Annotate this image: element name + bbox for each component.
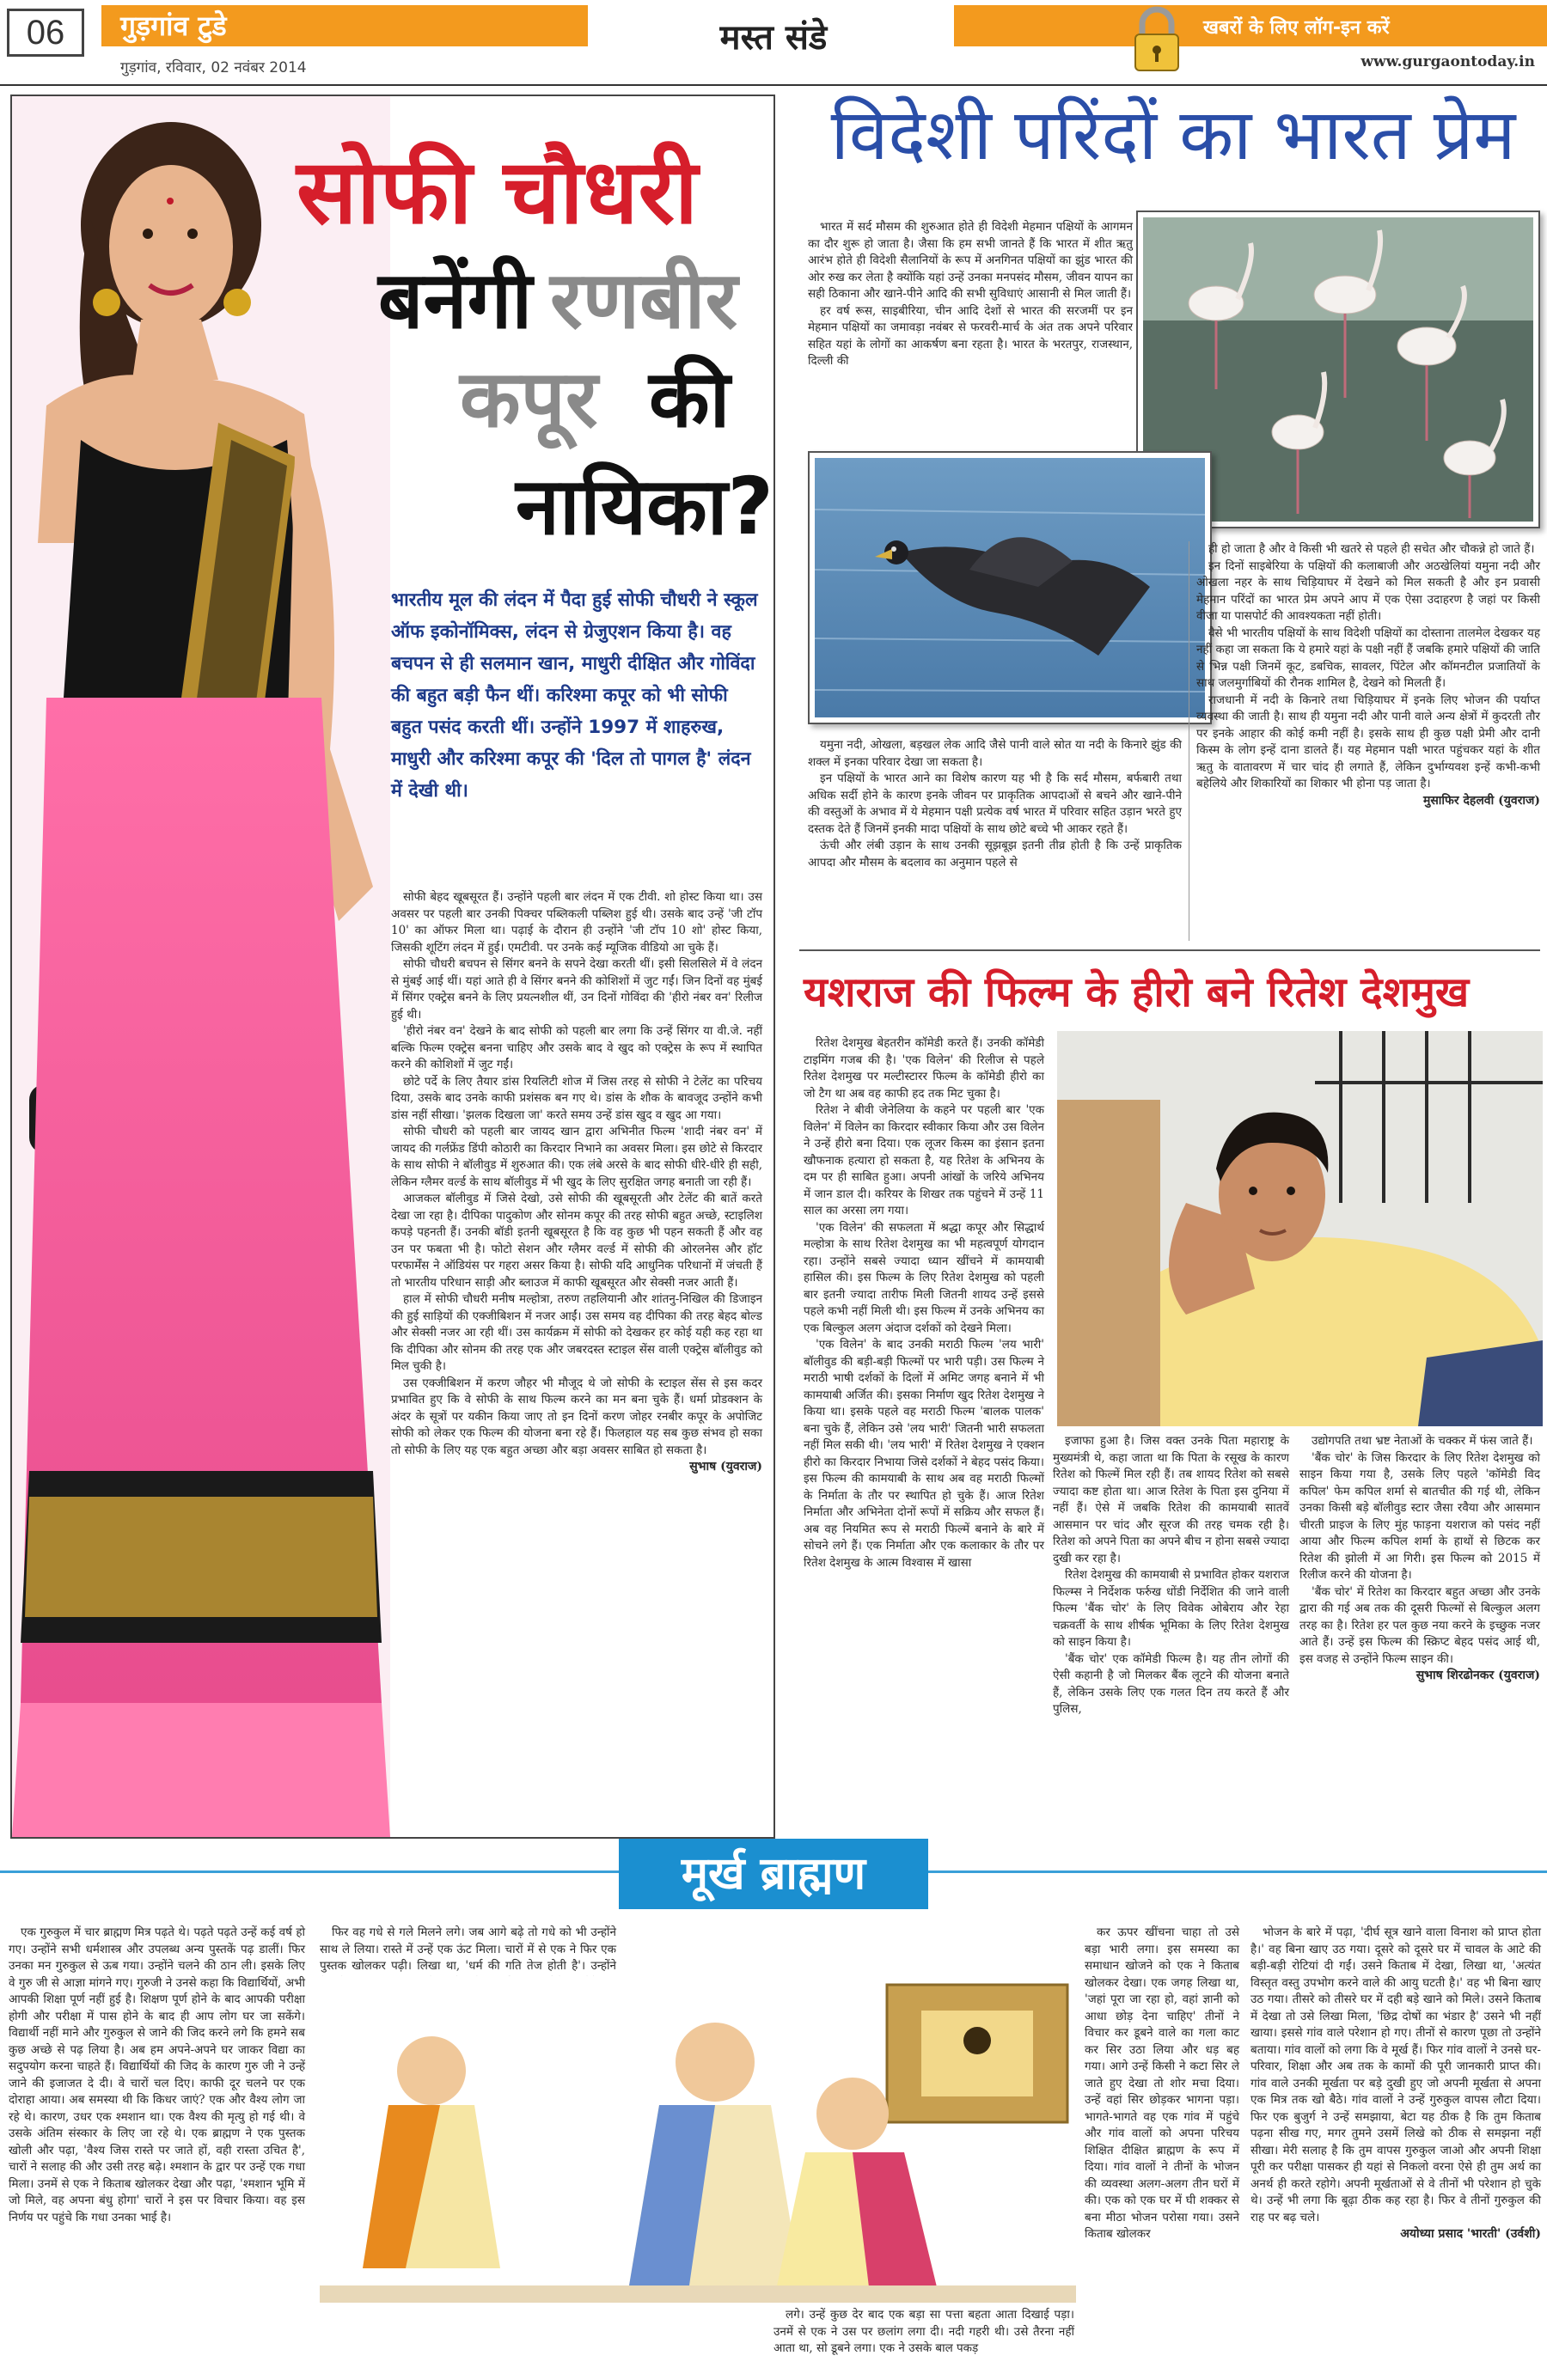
paragraph: हाल में सोफी चौधरी मनीष मल्होत्रा, तरुण तहलियानी और शांतनु-निखिल की डिजाइन की हुई साड़ियों की एक्जीबिशन में नजर आईं। उस समय वह दीपिका की तरह बेहद बोल्ड और सेक्सी नजर आ रही थीं। उस कार्यक्रम में सोफी को देखकर हर कोई यही कह रहा था कि दीपिका और सोनम की तरह एक और जबरदस्त स्टाइल सेंस वाली एक्ट्रेस बॉलीवुड को मिल चुकी है।	[391, 1292, 762, 1373]
sophie-article-body	[391, 889, 762, 1817]
website-url[interactable]: www.gurgaontoday.in	[1361, 53, 1535, 70]
paragraph: आजकल बॉलीवुड में जिसे देखो, उसे सोफी की खूबसूरती और टेलेंट की बातें करते देखा जा रहा है। दीपिका पादुकोण और सोनम कपूर की तरह सोफी बहुत अच्छे, स्टाइलिश कपड़े पहनती हैं। उनकी बॉडी इतनी खूबसूरत है कि वह कुछ भी पहन सकती हैं और वह उन पर फबता भी है। फोटो सेशन और ग्लैमर वर्ल्ड में सोफी की ओरलनेस और हॉट परफार्मेंस ने ऑडियंस पर गहरा असर किया है। सोफी यदि आधुनिक परिधानों में जंचती हैं तो भारतीय परिधान साड़ी और ब्लाउज में काफी खूबसूरत और सेक्सी नजर आती हैं।	[391, 1192, 762, 1290]
paragraph: रितेश देशमुख बेहतरीन कॉमेडी करते हैं। उनकी कॉमेडी टाइमिंग गजब की है। 'एक विलेन' की रिलीज से पहले रितेश देशमुख पर मल्टीस्टारर फिल्म के कॉमेडी हीरो का जो टैग था अब वह काफी हद तक मिट चुका है।	[804, 1036, 1044, 1101]
riteish-deshmukh-photo	[1057, 1031, 1543, 1426]
paragraph: फिर वह गधे से गले मिलने लगे। जब आगे बढ़े तो गधे को भी उन्होंने साथ ले लिया। रास्ते में उन्हें एक ऊंट मिला। चारों में से एक ने फिर एक पुस्तक खोलकर पढ़ी। लिखा था, 'धर्म की गति तेज होती है'। उन्होंने	[320, 1925, 616, 1973]
paragraph: इन दिनों साइबेरिया के पक्षियों की कलाबाजी और अठखेलियां यमुना नदी और ओखला नहर के साथ चिड़ियाघर में देखने को मिल सकती है और इन प्रवासी मेहमान परिंदों का भारत प्रेम अपने आप में एक ऐसा उदाहरण है जहां पर किसी वीजा या पासपोर्ट की आवश्यकता नहीं होती।	[1196, 558, 1540, 623]
paragraph: सोफी चौधरी बचपन से सिंगर बनने के सपने देखा करती थीं। इसी सिलसिले में वे लंदन से मुंबई आई थीं। यहां आते ही वे सिंगर बनने की कोशिशों में जुट गईं। जिन दिनों वह मुंबई में सिंगर एक्ट्रेस बनने के लिए प्रयत्नशील थीं, उन दिनों गोविंदा की 'हीरो नंबर वन' रिलीज हुई थी।	[391, 957, 762, 1022]
sophie-headline-word: बनेंगी	[378, 254, 533, 346]
riteish-byline: सुभाष शिरढोनकर (युवराज)	[1416, 1669, 1540, 1682]
sophie-headline-word: की	[649, 353, 731, 445]
birds-byline: मुसाफिर देहलवी (युवराज)	[1422, 793, 1540, 808]
fool-column-4	[1250, 1925, 1541, 2376]
paragraph: 'बैंक चोर' के जिस किरदार के लिए रितेश देशमुख को साइन किया गया है, उसके लिए पहले 'कॉमेडी विद कपिल' फेम कपिल शर्मा से बातचीत की गई थी, लेकिन उनका किसी बड़े बॉलीवुड स्टार जैसा रवैया और आसमान चीरती प्राइज के लिए मुंह फाड़ना यशराज को पसंद नहीं आया और फिल्म कपिल शर्मा के हाथों से छिटक कर रितेश की झोली में आ गिरी। इस फिल्म को 2015 में रिलीज करने की योजना है।	[1299, 1450, 1540, 1582]
paragraph: वैसे भी भारतीय पक्षियों के साथ विदेशी पक्षियों का दोस्ताना तालमेल देखकर यह नहीं कहा जा सकता कि ये हमारे यहां के पक्षी नहीं हैं जबकि हमारे पक्षियों की जाति से भिन्न पक्षी जिनमें कूट, डबचिक, सावलर, पिंटेल और कॉमनटील प्रजातियों के साथ जलमुर्गाबियों की रौनक शामिल है, देखने को मिलती हैं।	[1196, 626, 1540, 690]
paragraph: रितेश ने बीवी जेनेलिया के कहने पर पहली बार 'एक विलेन' में विलेन का किरदार स्वीकार किया और उस विलेन ने उन्हें हीरो बना दिया। एक लूजर किस्म का इंसान इतना खौफनाक हत्यारा हो सकता है, यह रितेश के अभिनय के दम पर ही साबित हुआ। अपनी आंखों के जरिये अभिनय में जान डाल दी। करियर के शिखर तक पहुंचने में उन्हें 11 साल का अरसा लग गया।	[804, 1103, 1044, 1217]
paragraph: कर ऊपर खींचना चाहा तो उसे बड़ा भारी लगा। इस समस्या का समाधान खोजने को एक ने किताब खोलकर देखा। एक जगह लिखा था, 'जहां पूरा जा रहा हो, वहां ज्ञानी को आधा छोड़ देना चाहिए' तीनों ने विचार कर डूबने वाले का गला काट कर सिर उठा लिया और धड़ बह गया। आगे उन्हें किसी ने कटा सिर ले जाते हुए देखा तो शोर मचा दिया। उन्हें वहां सिर छोड़कर भागना पड़ा। भागते-भागते वह एक गांव में पहुंचे और गांव वालों को अपना परिचय शिक्षित दीक्षित ब्राह्मण के रूप में दिया। गांव वालों ने तीनों के भोजन की व्यवस्था अलग-अलग तीन घरों में की। एक को एक घर में घी शक्कर से बना मीठा भोजन परोसा गया। उसने किताब खोलकर	[1085, 1925, 1239, 2241]
birds-column-2	[808, 737, 1182, 943]
riteish-column-2	[1053, 1433, 1289, 1837]
riteish-headline: यशराज की फिल्म के हीरो बने रितेश देशमुख	[804, 968, 1470, 1016]
fool-column-1	[9, 1925, 305, 2376]
fool-brahmin-headline: मूर्ख ब्राह्मण	[619, 1839, 928, 1909]
paragraph: रितेश देशमुख की कामयाबी से प्रभावित होकर यशराज फिल्म्स ने निर्देशक फर्रुख धोंडी निर्देशित की जाने वाली फिल्म 'बैंक चोर' के लिए विवेक ओबेराय और रेहा चक्रवर्ती के साथ शीर्षक भूमिका के लिए रितेश देशमुख को साइन किया है।	[1053, 1568, 1289, 1649]
paragraph: एक गुरुकुल में चार ब्राह्मण मित्र पढ़ते थे। पढ़ते पढ़ते उन्हें कई वर्ष हो गए। उन्होंने सभी धर्मशास्त्र और उपलब्ध अन्य पुस्तकें पढ़ डालीं। फिर उनका मन गुरुकुल से ऊब गया। उन्होंने चलने की ठान ली। इसके लिए वे गुरु जी से आज्ञा मांगने गए। गुरुजी ने उनसे कहा कि विद्यार्थियों, अभी आपकी शिक्षा पूर्ण नहीं हुई है। शिक्षण पूर्ण होने के बाद आपकी परीक्षा होगी और परीक्षा में पास होने के बाद ही आप लोग घर जा सकेंगे। विद्यार्थी नहीं माने और गुरुकुल से जाने की जिद करने लगे कि हमने सब कुछ अच्छे से पढ़ लिया है। अब हम अपने-अपने घर जाकर विद्या का सदुपयोग करना चाहते हैं। विद्यार्थियों की जिद के कारण गुरु जी ने उन्हें जाने की इजाजत दे दी। वे चारों चल दिए। काफी दूर चलने पर एक दोराहा आया। अब समस्या थी कि किधर जाएं? एक और वैश्य लोग जा रहे थे। कारण, उधर एक श्मशान था। एक वैश्य की मृत्यु हो गई थी। वे उसके अंतिम संस्कार के लिए जा रहे थे। एक ब्राह्मण ने एक पुस्तक खोली और पढ़ा, 'वैश्य जिस रास्ते पर जाते हों, वही रास्ता उचित है', चारों ने सलाह की और उसी तरह बढ़े। श्मशान के द्वार पर उन्हें एक गधा मिला। उनमें से एक ने किताब खोलकर देखा और पढ़ा, 'श्मशान भूमि में जो मिले, वह अपना बंधु होगा' चारों ने इस पर विचार किया। वह इस निर्णय पर पहुंचे कि गधा उनका भाई है।	[9, 1925, 305, 2224]
paragraph: 'एक विलेन' की सफलता में श्रद्धा कपूर और सिद्धार्थ मल्होत्रा के साथ रितेश देशमुख का भी महत्वपूर्ण योगदान रहा। उन्होंने सबसे ज्यादा ध्यान खींचने में कामयाबी हासिल की। इस फिल्म के लिए रितेश देशमुख को पहली बार इतनी ज्यादा तारीफ मिली जितनी शायद उन्हें इससे पहले कभी नहीं मिली थी। इस फिल्म में उनके अभिनय का एक बिल्कुल अलग अंदाज दर्शकों को देखने मिला।	[804, 1220, 1044, 1335]
paragraph: ऊंची और लंबी उड़ान के साथ उनकी सूझबूझ इतनी तीव्र होती है कि उन्हें प्राकृतिक आपदा और मौसम के बदलाव का अनुमान पहले से	[808, 839, 1182, 870]
newspaper-brand: गुड़गांव टुडे	[120, 9, 227, 42]
brahmins-illustration	[320, 1976, 1076, 2303]
paragraph: राजधानी में नदी के किनारे तथा चिड़ियाघर में इनके लिए भोजन की पर्याप्त व्यवस्था की जाती है। साथ ही यमुना नदी और पानी वाले अन्य क्षेत्रों में कुदरती तौर पर इनके आहार की कोई कमी नहीं है। इसके साथ ही कुछ पक्षी प्रेमी और दानी किस्म के लोग इन्हें दाना डालते हैं। यह मेहमान पक्षी भारत पहुंचकर यहां के शीत ऋतु के वातावरण में चार चांद ही लगाते हैं, लेकिन दुर्भाग्यवश इन्हें कभी-कभी बहेलिये और शिकारियों का शिकार भी होना पड़ जाता है।	[1196, 693, 1540, 790]
sophie-byline: सुभाष (युवराज)	[689, 1460, 762, 1474]
page-number: 06	[7, 9, 84, 57]
cormorant-photo-frame	[808, 451, 1212, 724]
paragraph: भोजन के बारे में पढ़ा, 'दीर्घ सूत्र खाने वाला विनाश को प्राप्त होता है।' वह बिना खाए उठ गया। दूसरे को दूसरे घर में चावल के आटे की बड़ी-बड़ी रोटियां दी गईं। उसने किताब में देखा, लिखा था, 'अत्यंत विस्तृत वस्तु उपभोग करने वाले की आयु घटती है।' वह भी बिना खाए उठ गया। तीसरे को तीसरे घर में दही बड़े खाने को मिले। उसने किताब में देखा तो उसे लिखा मिला, 'छिद्र दोषों का भंडार है' उसने भी नहीं खाया। इससे गांव वाले परेशान हो गए। तीनों से कारण पूछा तो उन्होंने बताया। गांव वालों को लगा कि वे मूर्ख हैं। फिर गांव वालों ने उनसे घर-परिवार, शिक्षा और अब तक के कामों की पूरी जानकारी प्राप्त की। गांव वाले उनकी मूर्खता पर बड़े दुखी हुए जो अपनी मूर्खता से अपना एक मित्र तक खो बैठे। गांव वालों ने उन्हें गुरुकुल वापस लौटा दिया। फिर एक बुजुर्ग ने उन्हें समझाया, बेटा यह ठीक है कि तुम किताब पढ़ना सीख गए, मगर तुमने उसमें लिखे को ठीक से समझना नहीं सीखा। मेरी सलाह है कि तुम वापस गुरुकुल जाओ और अपनी शिक्षा पूरी कर परीक्षा पासकर ही यहां से निकलो वरना ऐसे ही तुम अर्थ का अनर्थ ही करते रहोगे। अपनी मूर्खताओं से वे तीनों भी परेशान हो चुके थे। उन्हें भी लगा कि बूढ़ा ठीक कह रहा है। फिर वे तीनों गुरुकुल की राह पर बढ़ चले।	[1250, 1925, 1541, 2224]
paragraph: उस एक्जीबिशन में करण जौहर भी मौजूद थे जो सोफी के स्टाइल सेंस से इस कदर प्रभावित हुए कि वे सोफी के साथ फिल्म करने का मन बना चुके हैं। धर्मा प्रोडक्शन के अंदर के सूत्रों पर यकीन किया जाए तो इन दिनों करण जोहर रनबीर कपूर के अपोजिट सोफी को लेकर एक फिल्म की योजना बना रहे हैं। फिलहाल यह सब कुछ संभव हो सका तो सोफी के लिए यह एक बहुत अच्छा और बड़ा अवसर साबित हो सकता है।	[391, 1376, 762, 1457]
riteish-column-1	[804, 1035, 1044, 1834]
paragraph: 'हीरो नंबर वन' देखने के बाद सोफी को पहली बार लगा कि उन्हें सिंगर या वी.जे. नहीं बल्कि फिल्म एक्ट्रेस बनना चाहिए और उसके बाद वे खुद को एक्ट्रेस के रूप में स्थापित करने की कोशिशों में जुट गईं।	[391, 1024, 762, 1071]
masthead	[0, 0, 1547, 86]
paragraph: इन पक्षियों के भारत आने का विशेष कारण यह भी है कि सर्द मौसम, बर्फबारी तथा अधिक सर्दी होने के कारण इनके जीवन पर प्राकृतिक आपदाओं से बचने और खाने-पीने की वस्तुओं के अभाव में ये मेहमान पक्षी प्रत्येक वर्ष भारत में परिवार सहित उड़ान भरते हुए दस्तक देते हैं जिनमें इनकी मादा पक्षियों के साथ छोटे बच्चे भी आकर रहते हैं।	[808, 772, 1182, 836]
paragraph: इजाफा हुआ है। जिस वक्त उनके पिता महाराष्ट्र के मुख्यमंत्री थे, कहा जाता था कि पिता के रसूख के कारण रितेश को फिल्में मिल रही हैं। तब शायद रितेश को सबसे ज्यादा कष्ट होता था। आज रितेश के पिता इस दुनिया में नहीं हैं। ऐसे में जबकि रितेश की कामयाबी सातवें आसमान पर चांद और सूरज की तरह चमक रही है। रितेश को अपने पिता का अपने बीच न होना सबसे ज्यादा दुखी कर रहा है।	[1053, 1434, 1289, 1565]
birds-column-1	[808, 219, 1133, 434]
paragraph: सोफी बेहद खूबसूरत हैं। उन्होंने पहली बार लंदन में एक टीवी. शो होस्ट किया था। उस अवसर पर पहली बार उनकी पिक्चर पब्लिकली पब्लिश हुई थी। उसके बाद उन्हें 'जी टॉप 10' का ऑफर मिला था। पढ़ाई के दौरान ही उन्होंने 'जी टॉप 10 शो' होस्ट किया, जिसकी शूटिंग लंदन में हुई। एमटीवी. पर उनके कई म्यूजिक वीडियो आ चुके हैं।	[391, 890, 762, 955]
section-divider	[799, 949, 1540, 951]
riteish-column-3	[1299, 1433, 1540, 1837]
sophie-intro: भारतीय मूल की लंदन में पैदा हुई सोफी चौधरी ने स्कूल ऑफ इकोनॉमिक्स, लंदन से ग्रेजुएशन किया है। वह बचपन से ही सलमान खान, माधुरी दीक्षित और गोविंदा की बहुत बड़ी फैन थीं। करिश्मा कपूर को भी सोफी बहुत पसंद करती थीं। उन्होंने 1997 में शाहरुख, माधुरी और करिश्मा कपूर की 'दिल तो पागल है' लंदन में देखी थी।	[391, 589, 758, 802]
sophie-headline-line1: सोफी चौधरी	[297, 139, 698, 244]
login-link[interactable]: खबरों के लिए लॉग-इन करें	[1203, 17, 1390, 39]
section-title: मस्त संडे	[719, 18, 828, 58]
sophie-headline-question: नायिका?	[516, 461, 774, 552]
paragraph: ही हो जाता है और वे किसी भी खतरे से पहले ही सचेत और चौकन्ने हो जाते हैं।	[1208, 542, 1535, 556]
paragraph: उद्योगपति तथा भ्रष्ट नेताओं के चक्कर में फंस जाते हैं।	[1312, 1434, 1533, 1448]
paragraph: यमुना नदी, ओखला, बड़खल लेक आदि जैसे पानी वाले स्रोत या नदी के किनारे झुंड की शक्ल में इनका परिवार देखा जा सकता है।	[808, 738, 1182, 769]
paragraph: सोफी चौधरी को पहली बार जायद खान द्वारा अभिनीत फिल्म 'शादी नंबर वन' में जायद की गर्लफ्रेंड डिंपी कोठारी का किरदार निभाने का अवसर मिला। इस छोटे से किरदार के साथ सोफी ने बॉलीवुड में शुरुआत की। एक लंबे अरसे के बाद सोफी धीरे-धीरे ही सही, लेकिन ग्लैमर वर्ल्ड के साथ बॉलीवुड में भी खुद के लिए सुरक्षित जगह बनाती जा रही हैं।	[391, 1125, 762, 1189]
birds-column-3	[1196, 541, 1540, 945]
paragraph: 'एक विलेन' के बाद उनकी मराठी फिल्म 'लय भारी' बॉलीवुड की बड़ी-बड़ी फिल्मों पर भारी पड़ी। उस फिल्म ने मराठी भाषी दर्शकों के दिलों में अमिट जगह बनाने में भी कामयाबी अर्जित की। इसका निर्माण खुद रितेश देशमुख ने किया था। इसके पहले वह मराठी फिल्म 'बालक पालक' बना चुके हैं, लेकिन उसे 'लय भारी' जितनी भारी सफलता नहीं मिल सकी थी। 'लय भारी' में रितेश देशमुख ने एक्शन हीरो का किरदार निभाया जिसे दर्शकों ने बेहद पसंद किया। इस फिल्म की कामयाबी के साथ अब वह मराठी फिल्मों के निर्माता के तौर पर स्थापित हो चुके हैं। आज रितेश निर्माता और अभिनेता दोनों रूपों में सक्रिय और सफल हैं। अब वह नियमित रूप से मराठी फिल्में बनाने के बारे में सोचने लगे हैं। एक निर्माता और एक कलाकार के तौर पर रितेश देशमुख के आत्म विश्वास में खासा	[804, 1338, 1044, 1570]
dateline: गुड़गांव, रविवार, 02 नवंबर 2014	[120, 59, 307, 76]
paragraph: हर वर्ष रूस, साइबीरिया, चीन आदि देशों से भारत की सरजमीं पर इन मेहमान पक्षियों का जमावड़ा नवंबर से फरवरी-मार्च के अंत तक अपने परिवार सहित यहां के लोगों का आकर्षण बना रहता है। भारत के भरतपुर, राजस्थान, दिल्ली की	[808, 303, 1133, 368]
fool-byline: अयोध्या प्रसाद 'भारती' (उर्वशी)	[1400, 2227, 1541, 2241]
paragraph: भारत में सर्द मौसम की शुरुआत होते ही विदेशी मेहमान पक्षियों के आगमन का दौर शुरू हो जाता है। जैसा कि हम सभी जानते हैं कि भारत में शीत ऋतु आरंभ होते ही विदेशी सैलानियों के रूप में अनगिनत पक्षियों का झुंड भारत की ओर रुख कर लेता है क्योंकि यहां उन्हें उनका मनपसंद मौसम, जीवन यापन का सही ठिकाना और खाने-पीने आदि की सभी सुविधाएं आसानी से मिल जाती हैं।	[808, 220, 1133, 301]
sophie-headline-surname: कपूर	[460, 353, 598, 445]
paragraph: लगे। उन्हें कुछ देर बाद एक बड़ा सा पत्ता बहता आता दिखाई पड़ा। उनमें से एक ने उस पर छलांग लगा दी। नदी गहरी थी। उसे तैरना नहीं आता था, सो डूबने लगा। एक ने उसके बाल पकड़	[774, 2308, 1074, 2355]
fool-column-3a	[774, 2307, 1074, 2376]
birds-headline: विदेशी परिंदों का भारत प्रेम	[830, 95, 1516, 176]
padlock-icon	[1130, 5, 1183, 74]
sophie-choudhry-photo	[12, 96, 390, 1837]
paragraph: 'बैंक चोर' एक कॉमेडी फिल्म है। यह तीन लोगों की ऐसी कहानी है जो मिलकर बैंक लूटने की योजना बनाते हैं, लेकिन उसके लिए एक गलत दिन तय करते हैं और पुलिस,	[1053, 1651, 1289, 1716]
paragraph: 'बैंक चोर' में रितेश का किरदार बहुत अच्छा और उनके द्वारा की गई अब तक की दूसरी फिल्मों से बिल्कुल अलग तरह का है। रितेश हर पल कुछ नया करने के इच्छुक नजर आते हैं। उन्हें इस फिल्म की स्क्रिप्ट बेहद पसंद आई थी, इस वजह से उन्होंने फिल्म साइन की।	[1299, 1584, 1540, 1666]
cormorant-photo	[815, 458, 1205, 717]
sophie-headline-name: रणबीर	[550, 254, 738, 346]
paragraph: छोटे पर्दे के लिए तैयार डांस रियलिटी शोज में जिस तरह से सोफी ने टेलेंट का परिचय दिया, उसके बाद उनके काफी प्रशंसक बन गए थे। डांस के शौक के बावजूद उन्होंने कभी डांस नहीं सीखा। 'झलक दिखला जा' करते समय उन्हें डांस खुद व खुद आ गया।	[391, 1074, 762, 1122]
fool-column-3b	[1085, 1925, 1239, 2376]
